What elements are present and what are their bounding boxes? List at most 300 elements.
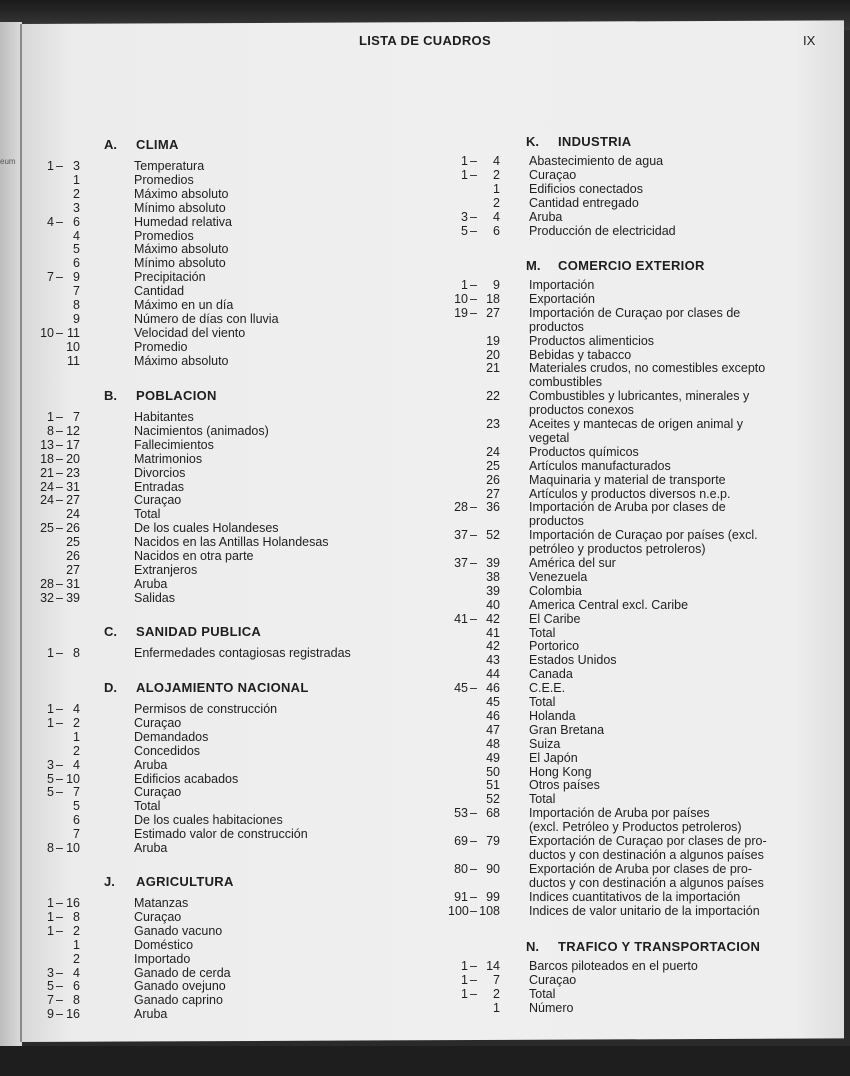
table-number: 2 [73,186,80,201]
table-title: Mínimo absoluto [134,256,226,271]
table-range-start: 5 [47,785,54,800]
table-title: Máximo absoluto [134,186,229,201]
table-title: Velocidad del viento [134,325,246,340]
table-number: 9 [73,270,80,285]
range-dash: – [470,806,477,821]
section-letter: B. [104,388,117,403]
table-range-start: 1 [461,278,468,292]
table-title-continued: petróleo y productos petroleros) [529,542,706,557]
table-number: 31 [66,576,80,591]
table-number: 6 [73,813,80,828]
table-title: C.E.E. [529,681,566,696]
table-number: 6 [493,223,500,238]
table-number: 4 [73,965,80,980]
table-number: 38 [486,569,500,584]
table-range-start: 1 [461,959,468,973]
table-title: Entradas [134,479,185,494]
table-title: Otros países [529,778,600,793]
table-number: 24 [486,444,500,459]
table-title: Habitantes [134,410,194,424]
range-dash: – [56,451,63,466]
table-title-continued: ductos y con destinación a algunos países [529,847,764,862]
table-number: 23 [486,417,500,431]
table-title: Enfermedades contagiosas registradas [134,646,351,660]
table-number: 46 [486,708,500,723]
table-title-continued: ductos y con destinación a algunos países [529,875,764,890]
table-number: 47 [486,722,500,737]
table-number: 45 [486,695,500,709]
table-range-start: 7 [47,270,54,285]
table-range-start: 10 [40,325,54,340]
table-number: 1 [493,181,500,196]
table-title: Nacidos en las Antillas Holandesas [134,535,329,550]
range-dash: – [470,903,477,918]
table-title: Suiza [529,736,561,751]
table-range-start: 28 [454,500,468,515]
range-dash: – [56,896,63,910]
table-range-start: 1 [47,896,54,910]
table-number: 8 [73,909,80,924]
table-number: 36 [486,500,500,515]
section-letter: J. [104,874,115,889]
table-title: Total [529,625,556,640]
section-letter: K. [526,134,539,149]
table-title: Aruba [529,209,563,224]
table-number: 9 [73,311,80,326]
table-number: 7 [73,410,80,424]
table-range-start: 1 [47,159,54,173]
table-title: Total [134,799,161,814]
table-title: America Central excl. Caribe [529,597,689,612]
table-range-start: 100 [448,903,469,918]
table-range-start: 3 [47,965,54,980]
table-range-start: 8 [47,423,54,438]
table-title: Promedio [134,339,188,354]
table-title: Cantidad [134,284,185,299]
table-title: Extranjeros [134,562,198,577]
table-title: Importación de Aruba por países [529,806,710,821]
range-dash: – [56,785,63,800]
table-title: Promedios [134,228,194,243]
table-number: 2 [493,195,500,210]
table-title: Máximo en un día [134,298,234,312]
table-number: 2 [493,986,500,1001]
table-number: 12 [66,423,80,438]
section-letter: C. [104,624,117,639]
table-title: De los cuales habitaciones [134,813,283,828]
table-range-start: 37 [454,528,468,543]
range-dash: – [470,889,477,904]
table-number: 7 [73,785,80,800]
table-range-start: 1 [461,167,468,182]
table-number: 50 [486,764,500,779]
range-dash: – [56,979,63,994]
table-number: 23 [66,465,80,480]
range-dash: – [56,576,63,591]
table-number: 51 [486,778,500,793]
table-title: Número de días con lluvia [134,311,279,326]
table-title: Curaçao [134,785,182,800]
table-title: Exportación [529,291,596,306]
table-number: 43 [486,653,500,668]
section-letter: M. [526,258,541,273]
table-title: Holanda [529,708,576,723]
facing-page-edge [0,22,22,1062]
table-number: 4 [73,228,80,243]
table-number: 108 [479,903,500,918]
range-dash: – [56,590,63,605]
range-dash: – [470,834,477,848]
table-title: Curaçao [529,167,577,182]
table-number: 17 [66,437,80,452]
range-dash: – [56,771,63,786]
table-number: 99 [486,889,500,904]
table-range-start: 13 [40,437,54,452]
table-title: Matanzas [134,896,189,910]
table-number: 4 [73,757,80,772]
table-number: 7 [73,284,80,299]
table-title: Canada [529,667,573,682]
table-number: 16 [66,896,80,910]
table-title: Nacidos en otra parte [134,549,254,563]
range-dash: – [470,528,477,543]
table-number: 1 [493,1000,500,1015]
table-title: Nacimientos (animados) [134,423,269,438]
table-number: 18 [486,291,500,306]
table-title: Permisos de construcción [134,702,278,716]
table-title-continued: productos [529,514,584,529]
table-title: De los cuales Holandeses [134,521,279,536]
range-dash: – [56,965,63,980]
section-title: ALOJAMIENTO NACIONAL [136,680,309,695]
range-dash: – [56,423,63,438]
table-number: 27 [66,493,80,508]
table-number: 25 [66,535,80,550]
table-range-start: 19 [454,305,468,320]
section-title: COMERCIO EXTERIOR [558,258,705,273]
table-range-start: 25 [40,521,54,536]
table-title: Exportación de Curaçao por clases de pro- [529,834,767,848]
table-range-start: 8 [47,841,54,855]
table-range-start: 80 [454,861,468,876]
table-title: Edificios conectados [529,181,643,196]
table-title: Importación de Curaçao por clases de [529,305,741,320]
table-number: 24 [66,507,80,522]
range-dash: – [470,861,477,876]
table-number: 42 [486,639,500,654]
table-title: Gran Bretana [529,722,605,737]
table-range-start: 3 [461,209,468,224]
table-range-start: 7 [47,993,54,1008]
range-dash: – [56,909,63,924]
range-dash: – [56,841,63,855]
table-title: Total [134,507,161,522]
table-range-start: 5 [461,223,468,238]
table-number: 25 [486,458,500,473]
section-title: INDUSTRIA [558,134,632,149]
table-title: Bebidas y tabacco [529,347,632,362]
range-dash: – [470,986,477,1001]
table-range-start: 3 [47,757,54,772]
table-title: Fallecimientos [134,437,214,452]
table-range-start: 1 [47,909,54,924]
facing-page-fragment: eum [0,157,16,166]
range-dash: – [56,437,63,452]
table-title: Productos químicos [529,444,639,459]
table-title: Barcos piloteados en el puerto [529,959,698,973]
table-number: 52 [486,528,500,543]
table-number: 42 [486,611,500,626]
table-range-start: 5 [47,979,54,994]
table-title: Ganado caprino [134,993,223,1008]
table-title: Producción de electricidad [529,223,676,238]
section-letter: A. [104,137,117,152]
table-number: 11 [67,325,80,340]
page-number: IX [803,33,816,48]
range-dash: – [56,923,63,938]
range-dash: – [470,291,477,306]
table-title: Colombia [529,583,582,598]
table-number: 4 [73,702,80,716]
table-title: Temperatura [134,159,205,173]
table-title: Precipitación [134,270,206,285]
table-title: Total [529,986,556,1001]
table-range-start: 53 [454,806,468,821]
range-dash: – [56,325,63,340]
table-range-start: 1 [461,972,468,987]
table-range-start: 1 [47,410,54,424]
section-title: SANIDAD PUBLICA [136,624,262,639]
range-dash: – [56,1007,63,1022]
table-number: 20 [486,347,500,362]
table-title: Importado [134,951,191,966]
table-number: 40 [486,597,500,612]
range-dash: – [56,493,63,508]
table-title: Productos alimenticios [529,333,655,348]
table-number: 39 [486,583,500,598]
table-number: 21 [486,361,500,376]
section-title: POBLACION [136,388,217,403]
table-number: 26 [66,521,80,536]
table-title: Demandados [134,729,209,744]
table-title: Número [529,1000,574,1015]
table-title: Materiales crudos, no comestibles excepto [529,361,766,376]
range-dash: – [470,959,477,973]
table-number: 6 [73,214,80,229]
range-dash: – [56,715,63,730]
table-number: 90 [486,861,500,876]
table-number: 1 [73,172,80,187]
table-number: 6 [73,256,80,271]
table-number: 5 [73,242,80,257]
page-title: LISTA DE CUADROS [359,33,491,48]
table-title: Importación de Aruba por clases de [529,500,726,515]
table-number: 27 [486,486,500,501]
table-title: Matrimonios [134,451,203,466]
table-range-start: 28 [40,576,54,591]
table-range-start: 24 [40,479,54,494]
table-title: Aruba [134,757,168,772]
table-title: Aruba [134,576,168,591]
table-title: Importación [529,278,595,292]
table-number: 19 [486,333,500,348]
table-number: 39 [486,556,500,570]
range-dash: – [470,167,477,182]
table-title: Maquinaria y material de transporte [529,472,726,487]
table-range-start: 45 [454,681,468,696]
table-range-start: 4 [47,214,54,229]
table-title: Concedidos [134,743,201,758]
table-number: 48 [486,736,500,751]
table-number: 27 [66,562,80,577]
range-dash: – [56,993,63,1008]
table-title: Venezuela [529,569,588,584]
scan-bottom-shadow [0,1046,850,1076]
table-title: Salidas [134,590,175,605]
table-range-start: 18 [40,451,54,466]
table-number: 22 [486,389,500,404]
table-number: 14 [486,959,500,973]
table-title: Ganado de cerda [134,965,231,980]
table-title: Aruba [134,1007,168,1022]
table-title: Ganado ovejuno [134,979,226,994]
table-title: Humedad relativa [134,214,232,229]
table-title: Artículos manufacturados [529,458,671,473]
section-title: TRAFICO Y TRANSPORTACION [558,939,761,954]
table-number: 20 [66,451,80,466]
table-title-continued: productos conexos [529,403,634,418]
table-title: Hong Kong [529,764,592,779]
section-title: AGRICULTURA [136,874,234,889]
table-title: Artículos y productos diversos n.e.p. [529,486,731,501]
range-dash: – [470,681,477,696]
range-dash: – [56,757,63,772]
table-title: Exportación de Aruba por clases de pro- [529,861,753,876]
table-number: 1 [73,937,80,952]
range-dash: – [56,159,63,173]
table-range-start: 21 [40,465,54,480]
table-range-start: 1 [47,715,54,730]
table-number: 16 [66,1007,80,1022]
table-title: Estimado valor de construcción [134,827,308,842]
table-number: 79 [486,834,500,848]
range-dash: – [470,209,477,224]
table-number: 68 [486,806,500,821]
table-title: Edificios acabados [134,771,239,786]
section-letter: N. [526,939,539,954]
table-range-start: 1 [47,646,54,660]
table-title-continued: combustibles [529,375,602,390]
range-dash: – [56,465,63,480]
table-title: Máximo absoluto [134,242,229,257]
table-title: Máximo absoluto [134,353,229,368]
table-title: El Caribe [529,611,581,626]
table-number: 6 [73,979,80,994]
table-number: 2 [73,715,80,730]
table-number: 7 [493,972,500,987]
table-range-start: 32 [40,590,54,605]
table-number: 8 [73,993,80,1008]
table-range-start: 1 [47,702,54,716]
table-range-start: 9 [47,1007,54,1022]
table-title: Abastecimiento de agua [529,154,664,168]
table-range-start: 10 [454,291,468,306]
table-title: Promedios [134,172,194,187]
table-title: Curaçao [134,715,182,730]
table-number: 49 [486,750,500,765]
table-title: Estados Unidos [529,653,617,668]
range-dash: – [470,154,477,168]
table-number: 27 [486,305,500,320]
table-title: Ganado vacuno [134,923,223,938]
table-title: El Japón [529,750,578,765]
range-dash: – [56,410,63,424]
table-title: Aceites y mantecas de origen animal y [529,417,743,431]
table-title-continued: (excl. Petróleo y Productos petroleros) [529,820,742,835]
table-title-continued: productos [529,319,584,334]
table-range-start: 41 [454,611,468,626]
table-title: Indices cuantitativos de la importación [529,889,741,904]
table-range-start: 5 [47,771,54,786]
table-range-start: 1 [461,154,468,168]
range-dash: – [470,972,477,987]
table-title: Indices de valor unitario de la importación [529,903,760,918]
range-dash: – [470,305,477,320]
table-number: 26 [486,472,500,487]
section-letter: D. [104,680,117,695]
table-number: 10 [66,339,80,354]
table-title: Divorcios [134,465,186,480]
table-number: 1 [73,729,80,744]
table-number: 7 [73,827,80,842]
range-dash: – [470,556,477,570]
table-title: Combustibles y lubricantes, minerales y [529,389,750,404]
range-dash: – [470,278,477,292]
table-title: Curaçao [134,909,182,924]
table-number: 2 [73,923,80,938]
table-number: 52 [486,792,500,807]
table-title: Doméstico [134,937,194,952]
range-dash: – [56,702,63,716]
table-number: 10 [66,841,80,855]
table-title-continued: vegetal [529,430,570,445]
table-range-start: 1 [461,986,468,1001]
table-range-start: 69 [454,834,468,848]
section-title: CLIMA [136,137,179,152]
table-number: 4 [493,154,500,168]
range-dash: – [56,646,63,660]
table-title: Portorico [529,639,580,654]
range-dash: – [56,214,63,229]
table-title: Aruba [134,841,168,855]
table-number: 2 [493,167,500,182]
table-range-start: 1 [47,923,54,938]
table-number: 31 [66,479,80,494]
table-range-start: 24 [40,493,54,508]
table-title: Total [529,792,556,807]
table-number: 3 [73,159,80,173]
table-number: 8 [73,646,80,660]
table-number: 5 [73,799,80,814]
range-dash: – [56,479,63,494]
table-number: 41 [486,625,500,640]
range-dash: – [470,223,477,238]
table-title: Curaçao [529,972,577,987]
table-number: 8 [73,298,80,312]
table-number: 4 [493,209,500,224]
table-number: 10 [66,771,80,786]
table-title: Curaçao [134,493,182,508]
